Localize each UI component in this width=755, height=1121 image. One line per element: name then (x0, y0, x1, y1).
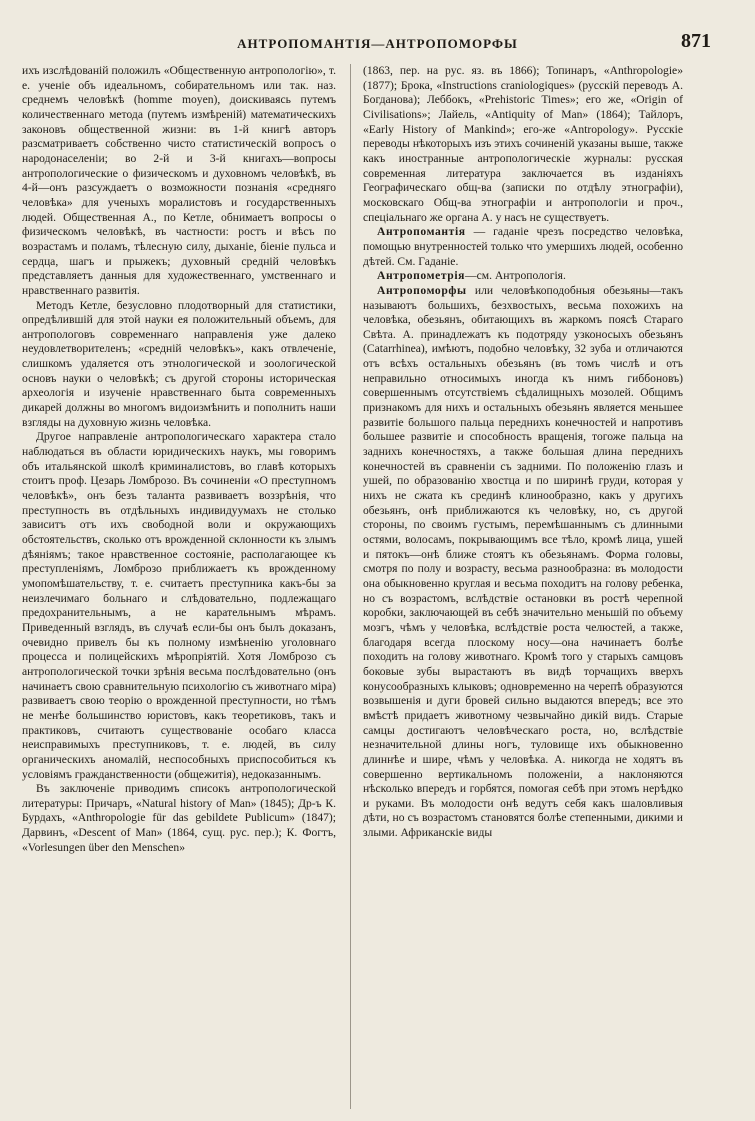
paragraph-quetelet-social-anthropology: ихъ изслѣдованій положилъ «Общественную антропологію», т. е. ученіе объ идеальномъ, собирательномъ или так. наз. среднемъ человѣкѣ (homme moyen), доискиваясь путемъ количественнаго метода (путемъ измѣреній) математическихъ законовъ общественной жизни: въ 1-й книгѣ авторъ разсматриваетъ собственно чисто статистическій вопросъ о народонаселеніи; во 2-й и 3-й книгахъ—вопросы антропологические о физическомъ и духовномъ человѣкѣ, въ 4-й—онъ разсуждаетъ о возможности познанія «средняго человѣка» для ученыхъ моралистовъ и государственныхъ людей. Общественная А., по Кетле, обнимаетъ вопросы о физическомъ человѣкѣ, въ частности: ростъ и вѣсъ по возрастамъ и поламъ, тѣлесную силу, дыханіе, біеніе пульса и сердца, шагъ и прыжекъ; духовный средній человѣкъ представляетъ данныя для художественнаго, умственнаго и нравственнаго развитія. (22, 64, 336, 297)
left-column (22, 64, 336, 1104)
entry-anthropometry (363, 269, 683, 284)
entry-text: —см. Антропологія. (465, 269, 566, 283)
entry-term: Антропометрія (377, 269, 466, 283)
right-column (363, 64, 683, 1104)
paragraph-literature-continued: (1863, пер. на рус. яз. въ 1866); Топинаръ, «Anthropologie» (1877); Брока, «Instructions craniologiques» (русскій переводъ А. Богданова); Леббокъ, «Prehistoric Times»; его же, «Origin of Civilisations»; Лайель, «Antiquity of Man» (1864); Тайлоръ, «Early History of Mankind»; его-же «Antropology». Русскіе переводы нѣкоторыхъ изъ этихъ сочиненій указаны выше, также какъ иностранные антропологическіе журналы: русская современная литература заключается въ изданіяхъ Географическаго общ-ва (записки по отдѣлу этнографіи), московскаго Общ-ва этнографіи и антропологіи и проч., спеціальнаго же органа А. у насъ не существуетъ. (363, 64, 683, 224)
page-header (20, 30, 735, 58)
paragraph-literature-list: Въ заключеніе приводимъ списокъ антропологической литературы: Причаръ, «Natural history of Man» (1845); Др-ъ К. Бурдахъ, «Anthropologie für das gebildete Publicum» (1847); Дарвинъ, «Descent of Man» (1864, сущ. рус. пер.); К. Фогтъ, «Vorlesungen über den Menschen» (22, 782, 336, 854)
paragraph-lombroso-school: Другое направленіе антропологическаго характера стало наблюдаться въ области юридическихъ наукъ, мы говоримъ объ итальянской школѣ криминалистовъ, во главѣ которыхъ стоитъ проф. Цезарь Ломброзо. Въ сочиненіи «О преступномъ человѣкѣ», онъ безъ таланта развиваетъ воззрѣнія, что преступность въ отдѣльныхъ индивидуумахъ не столько зависитъ отъ ихъ свободной воли и окружающихъ обстоятельствъ, сколько отъ врожденной склонности къ злымъ дѣяніямъ; такое нравственное состояніе, располагающее къ преступленіямъ, Ломброзо приближаетъ къ врожденному умопомѣшательству, т. е. считаетъ преступника какъ-бы за неизлечимаго больнаго и слѣдовательно, подлежащаго предохранительнымъ, а не карательнымъ мѣрамъ. Приведенный взглядъ, въ случаѣ если-бы онъ былъ доказанъ, очевидно привелъ бы къ полному измѣненію уголовнаго процесса и полицейскихъ мѣропріятій. Хотя Ломброзо съ антропологической точки зрѣнія весьма послѣдовательно (онъ начинаетъ свою сравнительную психологію съ животнаго міра) развиваетъ свою теорію о врожденной преступности, но тѣмъ не менѣе большинство юристовъ, какъ теоретиковъ, такъ и практиковъ, считаютъ существованіе особаго класса неисправимыхъ преступниковъ, т. е. людей, въ силу органическихъ аномалій, неспособныхъ приспособиться къ условіямъ гражданственности (общежитія), недоказаннымъ. (22, 430, 336, 781)
entry-term: Антропомантія (377, 225, 466, 239)
paragraph-quetelet-method: Методъ Кетле, безусловно плодотворный для статистики, опредѣлившій для этой науки ея положительный объемъ, для антропологовъ современнаго направленія уже далеко неудовлетворителенъ; «средній человѣкъ», какъ отвлеченіе, слишкомъ удаляется отъ этнологической и зоологической основъ науки о человѣкѣ; съ другой стороны историческая археологія и изученіе нравственнаго быта современныхъ дикарей должны во многомъ видоизмѣнить и пополнить наши взгляды на духовную жизнь человѣка. (22, 298, 336, 429)
entry-text: или человѣкоподобныя обезьяны—такъ называютъ большихъ, безхвостыхъ, весьма похожихъ на человѣка, обезьянъ, обитающихъ въ жаркомъ поясѣ Стараго Свѣта. А. принадлежатъ къ подотряду узконосыхъ обезьянъ (Catarrhinea), имѣютъ, подобно человѣку, 32 зуба и отличаются отъ всѣхъ остальныхъ обезьянъ (въ томъ числѣ и отъ неправильно относимыхъ иногда къ нимъ гиббоновъ) совершеннымъ отсутствіемъ сѣдалищныхъ мозолей. Общимъ признакомъ для нихъ и остальныхъ обезьянъ является меньшее развитіе большого пальца переднихъ конечностей и напротивъ большее развитіе и способность вращенія, тогоже пальца на заднихъ конечностяхъ, а также большая длина переднихъ конечностей въ сравненіи съ задними. По положенію глазъ и ушей, по образованію хвостца и по ширинѣ груди, которая у нихъ не сжата къ срединѣ клинообразно, какъ у другихъ обезьянъ, онѣ приближаются къ человѣку, но, съ другой стороны, по своимъ густымъ, перемѣшаннымъ съ длинными остями, волосамъ, покрывающимъ все тѣло, кромѣ лица, ушей и пятокъ—онѣ ближе стоятъ къ обезьянамъ. Форма головы, смотря по полу и возрасту, весьма разнообразна: въ молодости она обыкновенно круглая и весьма походитъ на голову ребенка, но съ возрастомъ, вслѣдствіе остановки въ ростѣ черепной коробки, заключающей въ себѣ значительно меньшій по объему мозгъ, чѣмъ у человѣка, вслѣдствіе роста челюстей, а также, благодаря всегда плоскому носу—она начинаетъ болѣе походить на голову животнаго. Кромѣ того у старыхъ самцовъ боковые зубы вырастаютъ въ видѣ торчащихъ вверхъ конусообразныхъ клыковъ; одновременно на черепѣ образуются возвышенія и дуги бровей сильно выдаются впередъ; все это вмѣстѣ придаетъ животному чезвычайно дикій видъ. Старые самцы достигаютъ человѣческаго роста, но, вслѣдствіе незначительной длины ногъ, туловище ихъ обыкновенно длиннѣе и шире, чѣмъ у человѣка. А. никогда не ходятъ въ совершенно вертикальномъ положеніи, а наклоняются нѣсколько впередъ и горбятся, помогая себѣ при этомъ нерѣдко и руками. Въ молодости онѣ ведутъ себя какъ шаловливыя дѣти, но съ возрастомъ становятся болѣе степенными, дикими и злыми. Африканскіе виды (363, 283, 683, 840)
running-title: АНТРОПОМАНТІЯ—АНТРОПОМОРФЫ (237, 36, 518, 51)
entry-term: Антропоморфы (377, 283, 467, 297)
entry-anthropomancy (363, 225, 683, 269)
entry-anthropomorphs (363, 284, 683, 841)
entry-text: — гаданіе чрезъ посредство человѣка, помощью внутренностей только что умершихъ людей, особенно дѣтей. См. Гаданіе. (363, 225, 683, 268)
page-number: 871 (681, 30, 711, 52)
column-divider (350, 64, 351, 1109)
